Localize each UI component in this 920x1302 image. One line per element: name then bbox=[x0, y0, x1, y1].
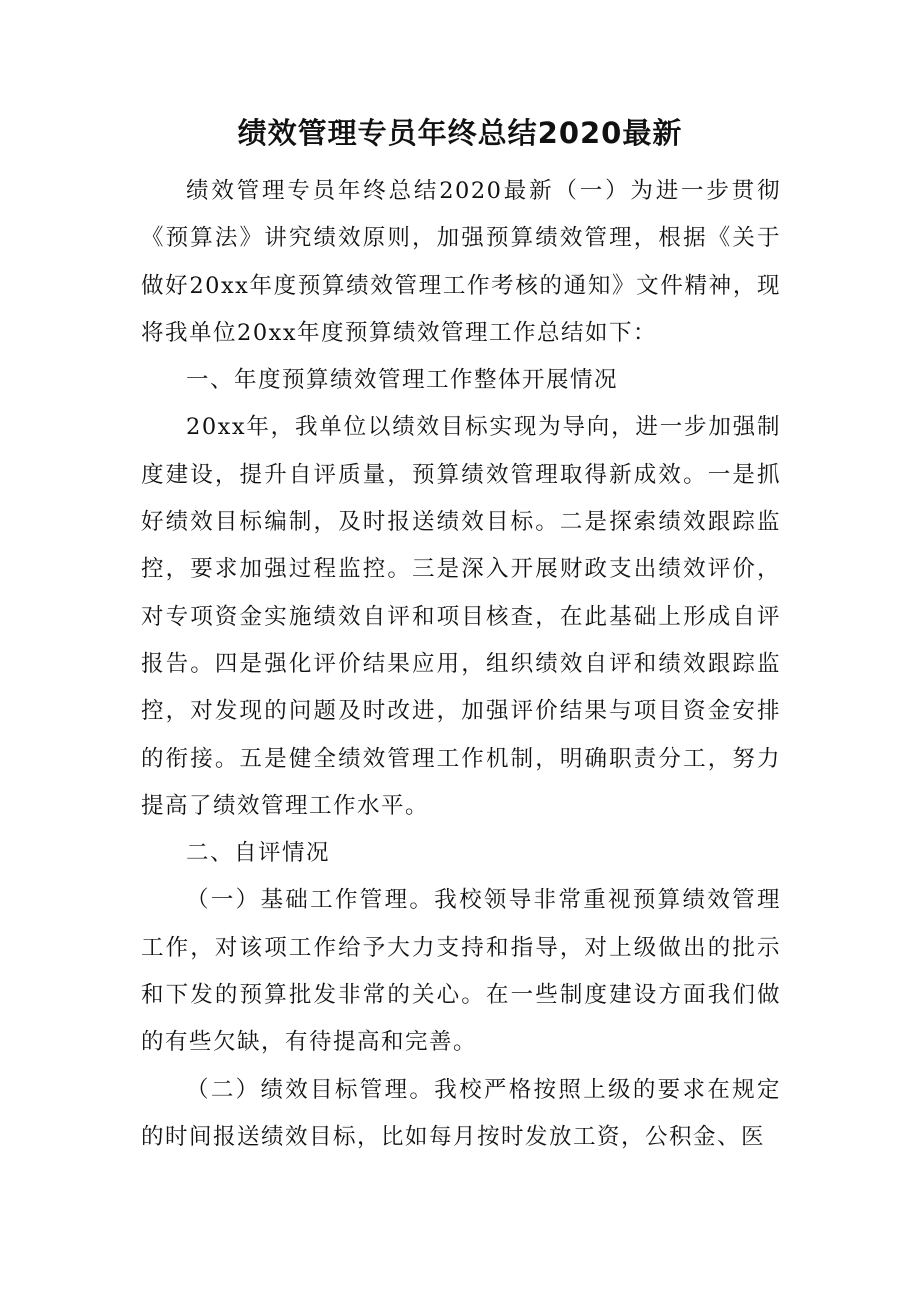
paragraph-overview: 20xx年，我单位以绩效目标实现为导向，进一步加强制度建设，提升自评质量，预算绩效管理取得新成效。一是抓好绩效目标编制，及时报送绩效目标。二是探索绩效跟踪监控，要求加强过程监控。三是深入开展财政支出绩效评价，对专项资金实施绩效自评和项目核查，在此基础上形成自评报告。四是强化评价结果应用，组织绩效自评和绩效跟踪监控，对发现的问题及时改进，加强评价结果与项目资金安排的衔接。五是健全绩效管理工作机制，明确职责分工，努力提高了绩效管理工作水平。 bbox=[141, 414, 781, 819]
section-heading-2: 二、自评情况 bbox=[186, 840, 331, 867]
paragraph-intro: 绩效管理专员年终总结2020最新（一）为进一步贯彻《预算法》讲究绩效原则，加强预算绩效管理，根据《关于做好20xx年度预算绩效管理工作考核的通知》文件精神，现将我单位20xx年度预算绩效管理工作总结如下： bbox=[141, 178, 781, 346]
section-heading-1: 一、年度预算绩效管理工作整体开展情况 bbox=[186, 367, 619, 394]
document-body bbox=[141, 168, 781, 1161]
paragraph-basic-work: （一）基础工作管理。我校领导非常重视预算绩效管理工作，对该项工作给予大力支持和指导，对上级做出的批示和下发的预算批发非常的关心。在一些制度建设方面我们做的有些欠缺，有待提高和完善。 bbox=[141, 887, 781, 1056]
document-title: 绩效管理专员年终总结2020最新 bbox=[237, 116, 683, 150]
paragraph-target-management: （二）绩效目标管理。我校严格按照上级的要求在规定的时间报送绩效目标，比如每月按时发放工资，公积金、医 bbox=[141, 1076, 781, 1150]
